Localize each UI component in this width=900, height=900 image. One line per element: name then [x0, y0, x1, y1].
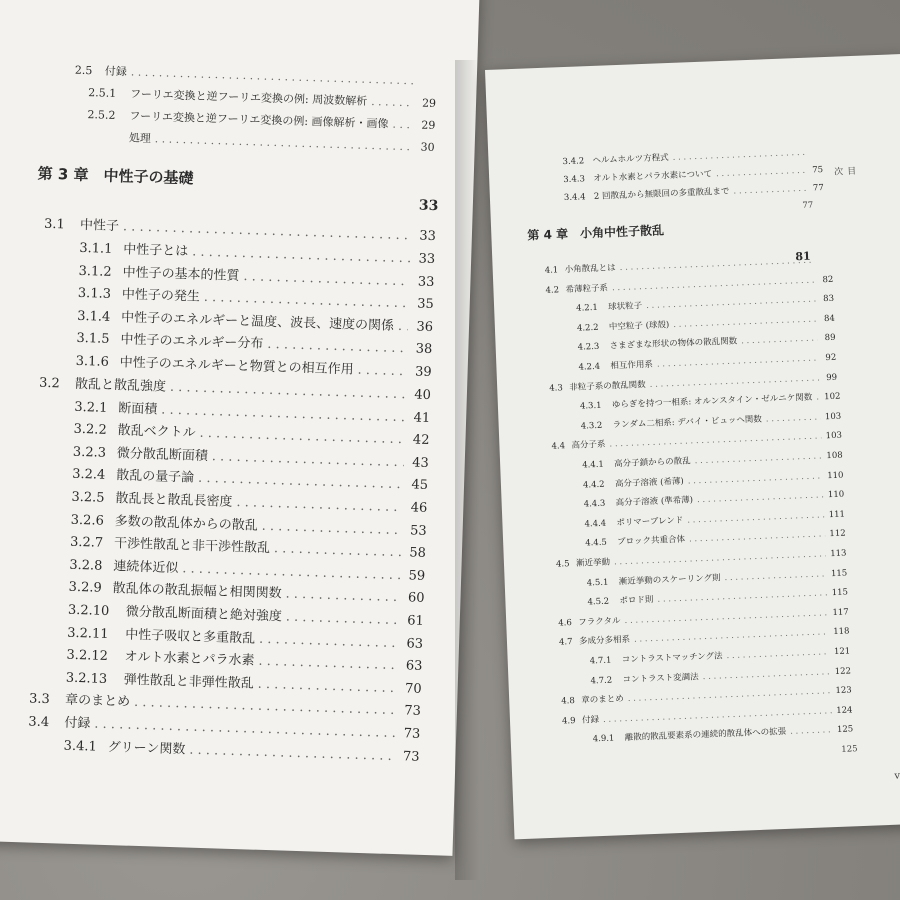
toc-entry-title: 連続体近似 [113, 558, 179, 576]
toc-entry[interactable] [558, 625, 850, 648]
toc-entry-title: 中性子吸収と多重散乱 [124, 627, 256, 647]
toc-entry-page: 92 [825, 352, 837, 364]
toc-entry-title: 離散的散乱要素系の連続的散乱体への拡張 [624, 727, 787, 744]
toc-leader-dots [687, 510, 825, 525]
toc-entry-page: 103 [825, 430, 843, 442]
toc-entry-number: 2.5.2 [87, 108, 116, 122]
toc-leader-dots [614, 549, 827, 567]
toc-leader-dots [212, 449, 405, 470]
toc-entry-page: 39 [414, 364, 432, 381]
toc-entry[interactable] [544, 253, 832, 276]
toc-entry[interactable] [584, 507, 846, 530]
toc-entry-number: 4.3 [549, 382, 563, 394]
toc-entry-page: 118 [833, 626, 850, 638]
toc-leader-dots [357, 363, 407, 380]
toc-entry-page: 73 [403, 726, 421, 743]
toc-entry-page: 99 [826, 372, 838, 383]
toc-entry-page [819, 262, 833, 263]
toc-entry-page: 38 [415, 341, 433, 358]
toc-entry-title: 多数の散乱体からの散乱 [114, 513, 258, 534]
toc-entry-title: 小角散乱とは [564, 263, 616, 276]
toc-entry-page: 115 [830, 568, 848, 579]
toc-entry-page: 60 [407, 590, 425, 607]
toc-entry-number: 3.2.5 [71, 489, 105, 506]
toc-entry-number: 4.4.4 [584, 518, 607, 530]
toc-entry-number: 3.1.1 [79, 240, 113, 257]
toc-entry-number: 3.4 [28, 714, 50, 731]
toc-entry[interactable] [551, 429, 843, 453]
toc-entry-title: 散乱体の散乱振幅と相関関数 [112, 581, 282, 602]
toc-entry-page: 125 [836, 724, 854, 736]
toc-entry-page: 41 [413, 410, 431, 426]
toc-entry[interactable] [129, 129, 435, 155]
chapter-heading: 第 4 章 小角中性子散乱 [527, 223, 665, 243]
toc-entry-title: 非粒子系の散乱関数 [569, 379, 646, 393]
toc-entry-number: 4.5 [555, 559, 570, 570]
toc-entry[interactable] [587, 586, 849, 608]
toc-entry-page: 46 [410, 500, 428, 516]
toc-entry-title: ブロック共重合体 [617, 535, 686, 548]
toc-entry-title: ポリマーブレンド [616, 515, 684, 529]
toc-entry-number: 3.1.4 [76, 308, 111, 325]
toc-leader-dots [766, 412, 822, 424]
toc-entry[interactable] [589, 645, 851, 667]
toc-entry-title: コントラストマッチング法 [621, 651, 723, 666]
toc-entry-number: 3.1 [43, 216, 65, 233]
toc-entry[interactable] [579, 390, 841, 412]
toc-leader-dots [650, 373, 820, 390]
toc-entry-title: ポロド則 [619, 595, 654, 607]
toc-entry-number: 4.1 [544, 265, 559, 276]
toc-entry[interactable] [564, 181, 824, 203]
toc-entry-page: 30 [420, 140, 435, 154]
toc-leader-dots [236, 495, 403, 515]
toc-entry-page [419, 84, 437, 85]
toc-leader-dots [689, 530, 826, 545]
toc-entry[interactable] [555, 547, 847, 570]
toc-leader-dots [261, 518, 402, 537]
toc-entry-number: 4.4.5 [585, 538, 608, 549]
toc-entry-title: 微分散乱断面積と絶対強度 [125, 604, 283, 625]
toc-leader-dots [243, 269, 410, 289]
toc-leader-dots [182, 561, 401, 583]
toc-entry-number: 3.2.2 [73, 421, 107, 439]
toc-entry-title: 高分子鎖からの散乱 [614, 456, 691, 470]
right-toc [485, 54, 900, 782]
toc-entry-number: 3.1.6 [75, 353, 110, 370]
toc-entry-number: 3.3 [28, 691, 51, 708]
toc-leader-dots [688, 471, 824, 486]
toc-entry-number: 3.2.3 [72, 444, 107, 461]
toc-entry-page: 123 [835, 685, 852, 697]
toc-entry-title: フーリエ変換と逆フーリエ変換の例: 周波数解析 [129, 87, 368, 108]
toc-entry-page: 33 [418, 251, 436, 268]
toc-entry-page: 63 [406, 635, 424, 652]
toc-entry-title: 中性子とは [123, 242, 189, 260]
toc-entry-title: 漸近挙動 [575, 557, 611, 569]
toc-entry-page: 63 [405, 658, 423, 675]
toc-entry-page [809, 154, 823, 155]
toc-entry-title: グリーン関数 [107, 740, 186, 758]
toc-leader-dots [634, 628, 830, 645]
toc-entry[interactable] [558, 605, 849, 629]
toc-entry-number: 3.1.2 [78, 263, 112, 280]
toc-leader-dots [131, 65, 416, 87]
toc-entry-page: 84 [823, 313, 835, 324]
toc-leader-dots [259, 631, 399, 650]
toc-entry-title: 球状粒子 [608, 301, 643, 313]
toc-leader-dots [170, 379, 407, 401]
toc-entry-page: 83 [823, 293, 835, 305]
toc-leader-dots [398, 319, 409, 334]
toc-entry[interactable] [586, 566, 848, 589]
toc-entry-page: 40 [414, 387, 432, 403]
page-folio: v [894, 770, 900, 782]
toc-entry-page: 58 [409, 545, 427, 562]
toc-entry-title: ランダム二相系: デバイ・ビュッヘ関数 [612, 414, 763, 431]
toc-leader-dots [392, 118, 414, 132]
toc-entry-number: 4.4.3 [583, 498, 606, 510]
toc-leader-dots [198, 471, 404, 492]
toc-entry-number: 4.4 [551, 441, 566, 453]
toc-leader-dots [204, 290, 410, 311]
toc-leader-dots [609, 432, 822, 450]
toc-leader-dots [628, 686, 832, 704]
toc-entry-number: 3.2.6 [70, 512, 105, 529]
toc-entry-title: 多成分多相系 [578, 635, 631, 648]
toc-entry[interactable] [549, 370, 837, 393]
toc-entry-number: 4.6 [558, 617, 573, 629]
toc-entry-page: 117 [832, 607, 849, 618]
chapter-page-number: 33 [418, 197, 439, 215]
toc-entry-number: 4.2.1 [576, 303, 599, 314]
toc-entry-page: 35 [416, 296, 434, 313]
toc-leader-dots [724, 569, 827, 583]
toc-entry-title: 中性子のエネルギー分布 [120, 332, 264, 353]
toc-entry-title: 付録 [104, 64, 128, 79]
toc-entry-title: 中性子のエネルギーと温度、波長、速度の関係 [120, 310, 395, 334]
toc-entry-number: 4.7 [558, 637, 573, 648]
toc-entry-number: 3.2.11 [66, 625, 109, 642]
toc-entry-page: 42 [412, 432, 430, 449]
toc-leader-dots [790, 726, 833, 738]
toc-entry-number: 3.1.5 [76, 331, 110, 348]
toc-leader-dots [624, 608, 828, 626]
toc-entry-title: さまざまな形状の物体の散乱関数 [609, 336, 738, 352]
toc-entry-title: 希薄粒子系 [565, 283, 609, 295]
toc-entry-number: 4.8 [561, 696, 576, 707]
toc-entry-page: 122 [834, 665, 852, 677]
toc-entry-number: 4.2 [545, 284, 560, 296]
toc-entry-title: 散乱ベクトル [117, 423, 196, 441]
toc-entry-number: 3.4.4 [563, 192, 586, 204]
toc-entry-page: 61 [406, 613, 425, 629]
toc-entry-number: 3.2.13 [65, 670, 108, 687]
toc-entry-number: 4.9 [561, 715, 576, 727]
toc-entry-number: 4.7.2 [590, 675, 613, 686]
toc-leader-dots [694, 451, 822, 466]
toc-entry-number: 4.5.2 [587, 596, 610, 608]
toc-entry[interactable] [545, 272, 833, 295]
toc-entry[interactable] [583, 488, 845, 510]
toc-leader-dots [703, 667, 831, 682]
toc-entry-title: 章のまとめ [64, 693, 131, 711]
toc-entry-page: 82 [822, 274, 834, 285]
toc-entry-title: 中性子 [79, 217, 120, 235]
toc-extra-page: 125 [841, 744, 858, 755]
toc-entry-title: フーリエ変換と逆フーリエ変換の例: 画像解析・画像 [129, 109, 389, 131]
toc-entry-page: 103 [824, 411, 842, 422]
toc-entry-number: 4.3.1 [579, 400, 602, 412]
toc-leader-dots [267, 337, 408, 356]
toc-entry[interactable] [576, 292, 834, 314]
toc-entry-title: 中性子のエネルギーと物質との相互作用 [119, 355, 354, 378]
toc-entry[interactable] [585, 527, 846, 549]
right-page [485, 54, 900, 840]
toc-leader-dots [199, 426, 405, 447]
toc-entry-title: 高分子溶液 (準希薄) [615, 495, 694, 509]
toc-entry-title: 高分子溶液 (希薄) [614, 476, 684, 489]
toc-entry-number: 3.4.3 [563, 174, 586, 186]
toc-entry-page: 112 [829, 528, 846, 540]
toc-leader-dots [716, 166, 806, 179]
toc-leader-dots [371, 95, 415, 109]
toc-entry-page: 36 [416, 319, 434, 335]
toc-entry-page: 43 [411, 455, 429, 471]
toc-entry[interactable] [561, 703, 853, 727]
toc-leader-dots [285, 587, 400, 606]
toc-leader-dots [672, 148, 805, 163]
toc-leader-dots [697, 490, 824, 505]
toc-entry-page: 124 [836, 705, 853, 716]
toc-entry-number: 4.2.3 [577, 342, 600, 354]
toc-leader-dots [726, 647, 830, 661]
toc-entry-title: オルト水素とパラ水素 [124, 649, 255, 669]
toc-entry-page: 59 [408, 568, 426, 584]
toc-entry-number: 3.2.1 [74, 399, 108, 416]
chapter-heading: 第 3 章 中性子の基礎 [37, 164, 194, 188]
toc-entry-title: 弾性散乱と非弾性散乱 [123, 672, 254, 692]
toc-leader-dots [258, 654, 398, 673]
toc-entry[interactable] [577, 312, 835, 334]
toc-entry-number: 4.4.1 [582, 459, 605, 471]
toc-entry-number: 4.7.1 [589, 655, 612, 667]
toc-entry[interactable] [580, 409, 842, 432]
toc-entry-title: 2 回散乱から無限回の多重散乱まで [593, 186, 730, 202]
toc-entry-number: 3.2.10 [67, 602, 110, 620]
toc-leader-dots [816, 393, 820, 403]
toc-leader-dots [603, 706, 833, 725]
toc-leader-dots [274, 541, 402, 560]
toc-entry-page: 113 [830, 548, 847, 560]
toc-entry-page: 115 [831, 587, 849, 599]
toc-entry[interactable] [577, 331, 835, 353]
toc-entry-title: 中性子の発生 [121, 287, 201, 305]
toc-entry[interactable] [592, 723, 854, 745]
toc-entry[interactable] [582, 449, 843, 471]
toc-entry-page: 108 [826, 450, 843, 462]
toc-entry-title: 断面積 [118, 400, 158, 418]
toc-entry-page: 53 [409, 523, 427, 539]
toc-leader-dots [646, 295, 817, 312]
toc-entry-title: 相互作用系 [610, 359, 654, 372]
toc-entry-page: 73 [404, 703, 422, 720]
toc-entry-number: 3.4.1 [63, 739, 97, 756]
toc-leader-dots [155, 132, 414, 153]
toc-entry-page: 75 [812, 165, 824, 176]
toc-entry-page: 111 [828, 509, 846, 520]
toc-entry-page: 110 [827, 470, 844, 481]
toc-leader-dots [192, 244, 411, 266]
toc-leader-dots [257, 677, 397, 696]
toc-leader-dots [741, 334, 818, 347]
toc-entry-title: コントラスト変調法 [622, 671, 699, 685]
toc-entry-number: 2.5 [74, 63, 93, 78]
toc-entry[interactable] [561, 684, 852, 707]
toc-entry-title: ヘルムホルツ方程式 [592, 153, 669, 166]
toc-entry-number: 3.2.7 [69, 534, 104, 551]
toc-entry-number: 4.3.2 [580, 420, 603, 432]
toc-entry-title: 中性子の基本的性質 [122, 264, 240, 284]
toc-entry-title: ゆらぎを持つ一相系: オルンスタイン・ゼルニケ関数 [611, 392, 813, 411]
toc-entry-page: 89 [824, 333, 836, 344]
toc-entry-number: 3.4.2 [562, 156, 585, 168]
toc-leader-dots [733, 184, 806, 197]
toc-entry-title: 付録 [581, 714, 600, 726]
toc-entry-title: 散乱と散乱強度 [74, 376, 167, 395]
toc-entry-title: フラクタル [578, 616, 621, 628]
chapter-page-number: 81 [795, 249, 811, 264]
toc-entry-number: 2.5.1 [88, 86, 117, 100]
toc-entry-title: オルト水素とパラ水素について [593, 169, 713, 184]
toc-leader-dots [673, 314, 817, 330]
toc-entry-number: 3.2 [38, 375, 60, 391]
toc-entry-number: 4.5.1 [586, 577, 609, 589]
toc-entry[interactable] [578, 351, 836, 373]
toc-entry-page: 33 [419, 228, 437, 245]
toc-leader-dots [657, 588, 828, 605]
toc-leader-dots [612, 275, 816, 293]
toc-entry-title: 章のまとめ [581, 694, 624, 706]
toc-entry-title: 漸近挙動のスケーリング則 [618, 572, 721, 587]
toc-entry-title: 処理 [128, 131, 152, 146]
toc-entry[interactable] [582, 468, 844, 491]
toc-entry-page: 102 [824, 391, 841, 403]
toc-entry-title: 高分子系 [571, 440, 606, 452]
section-side-mark: 目次 [831, 165, 856, 176]
toc-entry-number: 4.4.2 [582, 479, 605, 491]
toc-entry-page: 77 [812, 183, 824, 194]
toc-entry-page: 73 [402, 749, 420, 766]
toc-entry-number: 3.1.3 [77, 286, 112, 303]
toc-leader-dots [657, 353, 819, 369]
toc-entry-number: 4.2.4 [578, 361, 601, 373]
toc-entry-page: 33 [417, 274, 435, 290]
toc-entry-number: 3.2.4 [71, 467, 106, 484]
toc-entry-title: 付録 [64, 716, 91, 732]
toc-entry-title: 干渉性散乱と非干渉性散乱 [113, 536, 271, 557]
toc-entry[interactable] [590, 664, 852, 686]
toc-entry-number: 4.9.1 [592, 733, 615, 745]
toc-entry-title: 中空粒子 (球殻) [608, 319, 670, 333]
toc-entry-title: 散乱の量子論 [115, 468, 195, 486]
toc-entry-page: 121 [833, 646, 851, 658]
toc-leader-dots [286, 610, 400, 629]
toc-entry-page: 70 [404, 681, 422, 697]
toc-entry-title: 散乱長と散乱長密度 [115, 491, 233, 510]
toc-entry-number: 4.2.2 [576, 322, 599, 334]
toc-entry-page: 110 [827, 489, 845, 501]
toc-entry-title: 微分散乱断面積 [116, 445, 209, 464]
toc-entry-page: 29 [421, 96, 437, 111]
toc-entry-page: 29 [421, 118, 436, 133]
toc-extra-page: 77 [802, 200, 814, 211]
toc-entry-page: 45 [411, 477, 429, 494]
toc-leader-dots [189, 743, 395, 764]
toc-entry-number: 3.2.8 [69, 557, 103, 574]
toc-entry-number: 3.2.9 [68, 580, 102, 597]
toc-entry-number: 3.2.12 [66, 647, 109, 665]
toc-leader-dots [620, 255, 816, 272]
